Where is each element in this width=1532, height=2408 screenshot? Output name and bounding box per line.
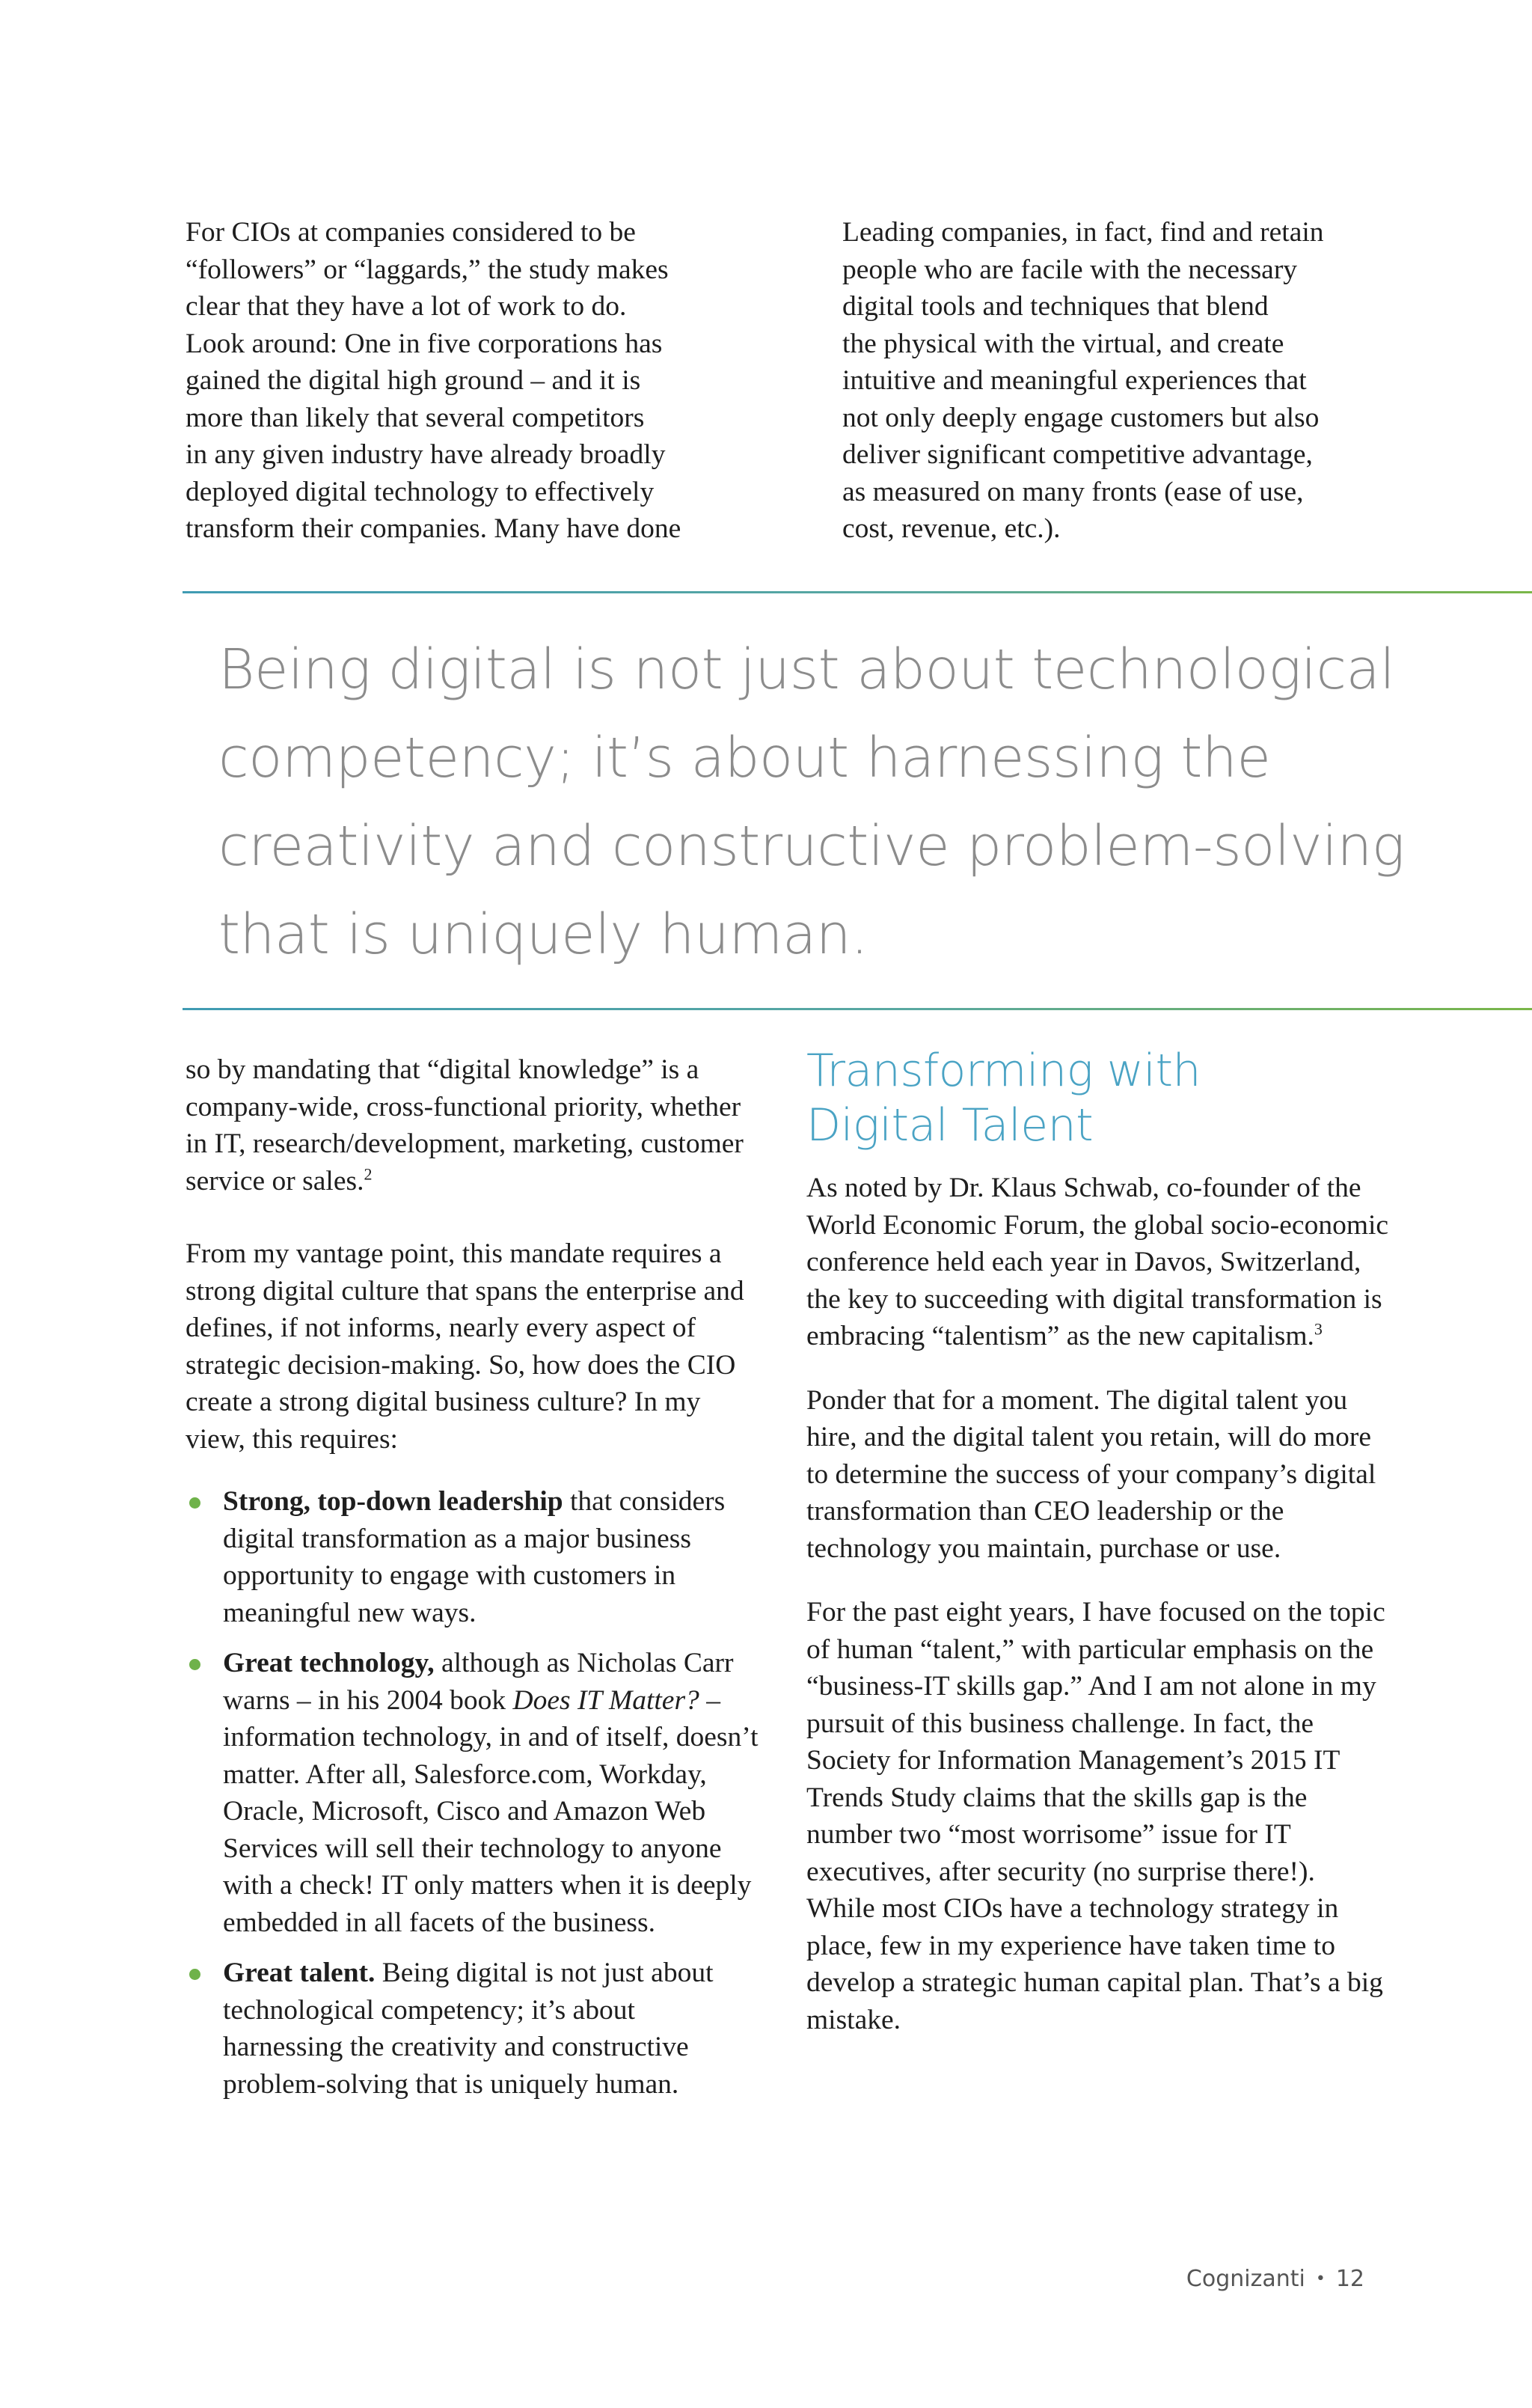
text-line: clear that they have a lot of work to do. [186, 291, 627, 322]
footnote-ref: 2 [364, 1164, 373, 1183]
bullet-item: Great talent. Being digital is not just about technological competency; it’s about harnessing the creativity and constructive problem-solving that is uniquely human. [186, 1955, 762, 2103]
top-right-column [842, 214, 1426, 548]
footnote-ref: 3 [1314, 1319, 1323, 1339]
footer-separator: • [1315, 2270, 1326, 2288]
text-line: gained the digital high ground – and it is [186, 365, 641, 396]
paragraph: Ponder that for a moment. The digital talent you hire, and the digital talent you retain, will do more to determine the success of your company’s digital transformation than CEO leadership or the technology you maintain, purchase or use. [806, 1384, 1376, 1564]
bottom-right-column [806, 1044, 1390, 2065]
footer-brand: Cognizanti [1186, 2266, 1305, 2292]
text-line: cost, revenue, etc.). [842, 513, 1061, 544]
bullet-item: Strong, top-down leadership that considers digital transformation as a major business opportunity to engage with customers in meaningful new ways. [186, 1483, 762, 1631]
paragraph: For the past eight years, I have focused on the topic of human “talent,” with particular emphasis on the “business-IT skills gap.” And I am not alone in my pursuit of this business challenge. In fact, the Society for Information Management’s 2015 IT Trends Study claims that the skills gap is the number two “most worrisome” issue for IT executives, after security (no surprise there!). While most CIOs have a technology strategy in place, few in my experience have taken time to develop a strategic human capital plan. That’s a big mistake. [806, 1597, 1385, 2035]
bullet-dot-icon [189, 1659, 200, 1670]
pull-quote-bottom-rule [183, 1008, 1532, 1010]
text-line: digital tools and techniques that blend [842, 291, 1269, 322]
text-line: Look around: One in five corporations has [186, 328, 663, 359]
bullet-item: Great technology, although as Nicholas Carr warns – in his 2004 book Does IT Matter? – information technology, in and of itself, doesn’t matter. After all, Salesforce.com, Workday, Oracle, Microsoft, Cisco and Amazon Web Services will sell their technology to anyone with a check! IT only matters when it is deeply embedded in all facets of the business. [186, 1645, 762, 1941]
bullet-dot-icon [189, 1497, 200, 1509]
paragraph: so by mandating that “digital knowledge” is a company-wide, cross-functional priority, whether in IT, research/development, marketing, customer service or sales.$^2$ [186, 1054, 744, 1197]
section-heading: Transforming with Digital Talent [806, 1045, 1201, 1152]
page-number: 12 [1335, 2266, 1364, 2292]
paragraph: From my vantage point, this mandate requires a strong digital culture that spans the enterprise and defines, if not informs, nearly every aspect of strategic decision-making. So, how does the CIO create a strong digital business culture? In my view, this requires: [186, 1238, 744, 1455]
bullet-dot-icon [189, 1969, 200, 1980]
pull-quote-line: creativity and constructive problem-solving [218, 814, 1405, 878]
text-line: “followers” or “laggards,” the study makes [186, 254, 669, 285]
text-line: intuitive and meaningful experiences that [842, 365, 1307, 396]
bottom-left-column [186, 1051, 762, 2116]
pull-quote-line: competency; it’s about harnessing the [218, 726, 1271, 790]
top-left-column [186, 214, 747, 548]
text-line: people who are facile with the necessary [842, 254, 1298, 285]
text-line: transform their companies. Many have done [186, 513, 681, 544]
text-line: the physical with the virtual, and create [842, 328, 1284, 359]
text-line: as measured on many fronts (ease of use, [842, 476, 1304, 507]
page-footer [1186, 2266, 1364, 2292]
text-line: deliver significant competitive advantage, [842, 439, 1313, 470]
text-line: in any given industry have already broadly [186, 439, 666, 470]
text-line: not only deeply engage customers but also [842, 402, 1320, 433]
pull-quote-line: Being digital is not just about technological [218, 638, 1395, 702]
text-line: more than likely that several competitors [186, 402, 645, 433]
pull-quote-top-rule [183, 591, 1532, 593]
pull-quote [218, 626, 1430, 979]
text-line: Leading companies, in fact, find and retain [842, 217, 1324, 248]
text-line: deployed digital technology to effectively [186, 476, 655, 507]
text-line: For CIOs at companies considered to be [186, 217, 636, 248]
bullet-list [186, 1483, 762, 2103]
pull-quote-line: that is uniquely human. [218, 902, 868, 967]
paragraph: As noted by Dr. Klaus Schwab, co-founder of the World Economic Forum, the global socio-economic conference held each year in Davos, Switzerland, the key to succeeding with digital transformation is embracing “talentism” as the new capitalism.$^3$ [806, 1173, 1389, 1351]
book-title: Does IT Matter? [512, 1684, 699, 1716]
